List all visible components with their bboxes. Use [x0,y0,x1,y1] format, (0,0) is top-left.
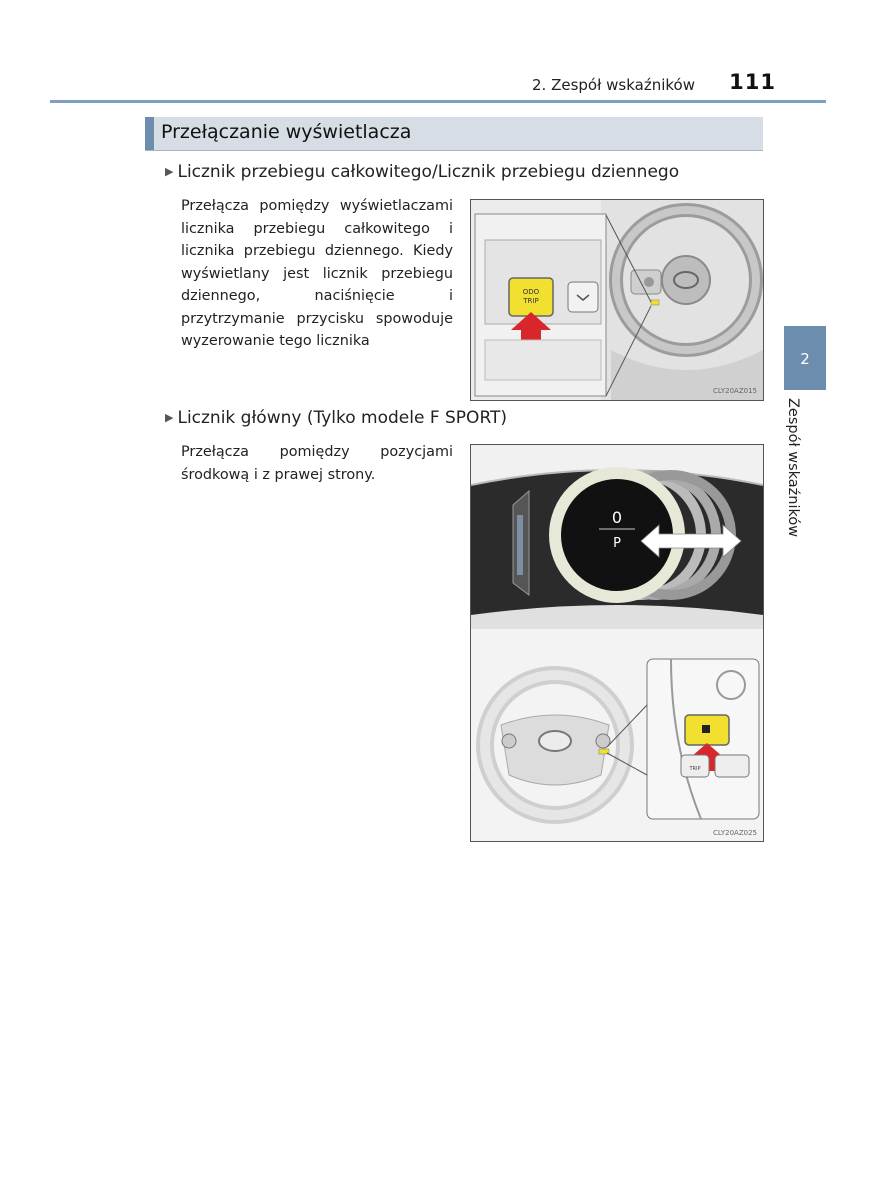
figure-odo-trip-button [470,199,764,401]
subheading-main-meter [165,408,507,428]
chapter-title: 2. Zespół wskaźników [532,76,695,94]
triangle-bullet-icon: ▶ [165,411,174,424]
section-title: Przełączanie wyświetlacza [161,121,412,143]
chapter-side-label: Zespół wskaźników [785,398,801,538]
display-gear: P [613,536,621,551]
main-meter-description: Przełącza pomiędzy pozycjami środkową i z prawej strony. [181,444,453,483]
header-rule [50,100,826,103]
section-accent [145,117,154,150]
odo-label: ODO [522,288,540,296]
odometer-description: Przełącza pomiędzy wyświetlaczami licznika przebiegu całkowitego i licznika przebiegu dziennego. Kiedy wyświetlany jest licznik przebiegu dziennego, naciśnięcie i przytrzymanie przycisku spowoduje wyzerowanie tego licznika [181,198,453,349]
figure-code: CLY20AZ015 [713,387,757,395]
subheading-odometer [165,162,679,182]
triangle-bullet-icon: ▶ [165,165,174,178]
page-number: 111 [729,70,776,94]
figure-code: CLY20AZ025 [713,829,757,837]
figure-main-meter [470,444,764,842]
switch-label: TRIP [689,766,701,772]
trip-label: TRIP [523,297,539,305]
subheading-text: Licznik przebiegu całkowitego/Licznik przebiegu dziennego [177,162,680,182]
subheading-text: Licznik główny (Tylko modele F SPORT) [177,408,508,428]
chapter-tab-number: 2 [800,350,810,368]
display-speed: 0 [611,508,623,527]
section-header [145,117,763,151]
chapter-tab [784,326,826,390]
